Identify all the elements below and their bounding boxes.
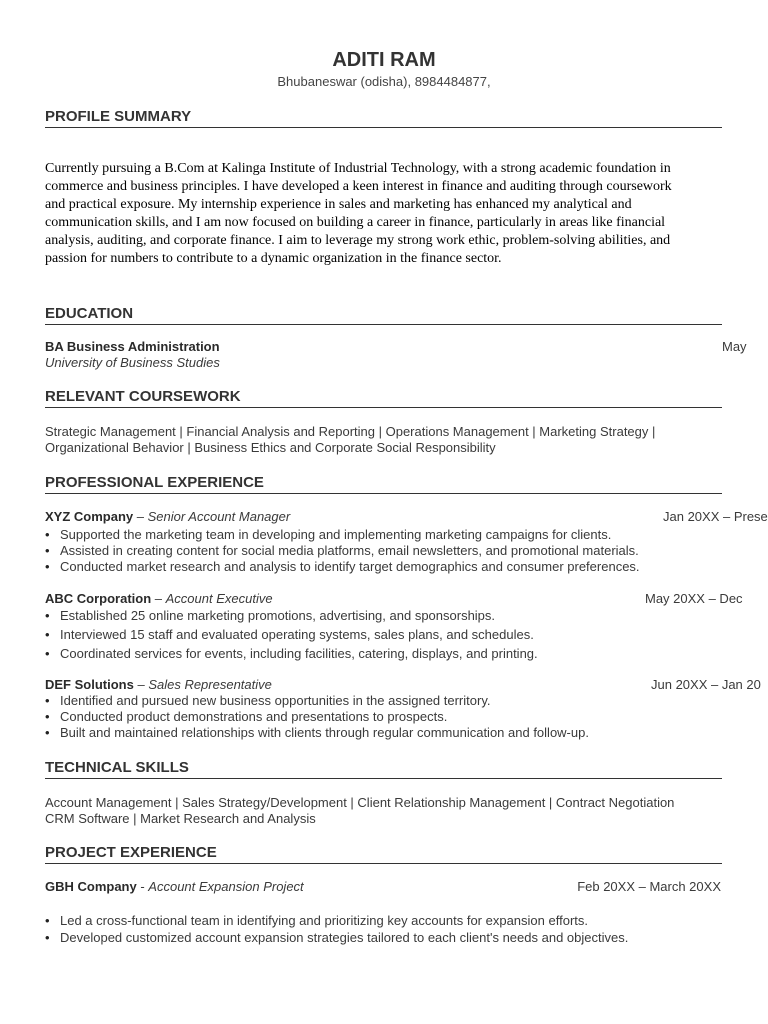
list-item: • Interviewed 15 staff and evaluated operating systems, sales plans, and schedules.	[45, 625, 735, 644]
candidate-name: ADITI RAM	[332, 49, 436, 71]
summary-line: analysis, auditing, and corporate finance. I aim to leverage my strong work ethic, problem-solving abilities, and	[45, 233, 671, 248]
job-dates: Jun 20XX – Jan 20	[651, 677, 761, 692]
project-company: GBH Company	[45, 879, 137, 894]
list-item: • Identified and pursued new business opportunities in the assigned territory.	[45, 693, 735, 709]
coursework-line: Strategic Management | Financial Analysis and Reporting | Operations Management | Marketing Strategy |	[45, 424, 656, 439]
job-dates: Jan 20XX – Prese	[663, 509, 768, 524]
job-role: Senior Account Manager	[147, 509, 291, 524]
project-bullets	[45, 912, 735, 946]
list-item: • Established 25 online marketing promotions, advertising, and sponsorships.	[45, 606, 735, 625]
list-item: • Conducted product demonstrations and presentations to prospects.	[45, 709, 735, 725]
job-separator: –	[151, 591, 166, 606]
list-item: • Conducted market research and analysis to identify target demographics and consumer preferences.	[45, 559, 735, 575]
summary-line: commerce and business principles. I have developed a keen interest in finance and auditing through coursework	[45, 179, 672, 194]
experience-heading: PROFESSIONAL EXPERIENCE	[45, 473, 722, 494]
job-bullets	[45, 527, 735, 575]
skills-line: Account Management | Sales Strategy/Development | Client Relationship Management | Contract Negotiation	[45, 795, 675, 810]
project-experience-heading: PROJECT EXPERIENCE	[45, 843, 722, 864]
summary-line: Currently pursuing a B.Com at Kalinga Institute of Industrial Technology, with a strong academic foundation in	[45, 161, 671, 176]
coursework-line: Organizational Behavior | Business Ethics and Corporate Social Responsibility	[45, 440, 496, 455]
education-degree: BA Business Administration	[45, 339, 220, 354]
list-item: • Developed customized account expansion strategies tailored to each client's needs and objectives.	[45, 929, 735, 946]
skills-line: CRM Software | Market Research and Analysis	[45, 811, 316, 826]
summary-line: communication skills, and I am now focused on building a career in finance, particularly in areas like financial	[45, 215, 666, 230]
summary-line: and practical exposure. My internship experience in sales and marketing has enhanced my analytical and	[45, 197, 632, 212]
profile-summary-text	[45, 160, 725, 268]
profile-summary-heading: PROFILE SUMMARY	[45, 107, 722, 128]
project-separator: -	[136, 879, 149, 894]
project-title-line	[45, 879, 304, 895]
job-bullets	[45, 606, 735, 663]
list-item: • Assisted in creating content for social media platforms, email newsletters, and promotional materials.	[45, 543, 735, 559]
project-name: Account Expansion Project	[148, 879, 304, 894]
job-separator: –	[133, 509, 148, 524]
job-company: DEF Solutions	[45, 677, 134, 692]
project-dates: Feb 20XX – March 20XX	[577, 879, 721, 894]
education-date: May	[722, 339, 747, 354]
job-role: Account Executive	[165, 591, 273, 606]
education-heading: EDUCATION	[45, 304, 722, 325]
job-title-line	[45, 509, 290, 525]
job-bullets	[45, 693, 735, 741]
list-item: • Built and maintained relationships with clients through regular communication and follow-up.	[45, 725, 735, 741]
job-title-line	[45, 677, 272, 693]
summary-line: passion for numbers to contribute to a dynamic organization in the finance sector.	[45, 251, 502, 266]
job-separator: –	[133, 677, 149, 692]
list-item: • Supported the marketing team in developing and implementing marketing campaigns for clients.	[45, 527, 735, 543]
education-school: University of Business Studies	[45, 355, 220, 370]
technical-skills-heading: TECHNICAL SKILLS	[45, 758, 722, 779]
job-company: ABC Corporation	[45, 591, 152, 606]
list-item: • Coordinated services for events, including facilities, catering, displays, and printing.	[45, 644, 735, 663]
job-company: XYZ Company	[45, 509, 134, 524]
job-dates: May 20XX – Dec	[645, 591, 743, 606]
job-title-line	[45, 591, 273, 607]
list-item: • Led a cross-functional team in identifying and prioritizing key accounts for expansion efforts.	[45, 912, 735, 929]
job-role: Sales Representative	[148, 677, 272, 692]
coursework-heading: RELEVANT COURSEWORK	[45, 387, 722, 408]
contact-info: Bhubaneswar (odisha), 8984484877,	[277, 74, 491, 89]
